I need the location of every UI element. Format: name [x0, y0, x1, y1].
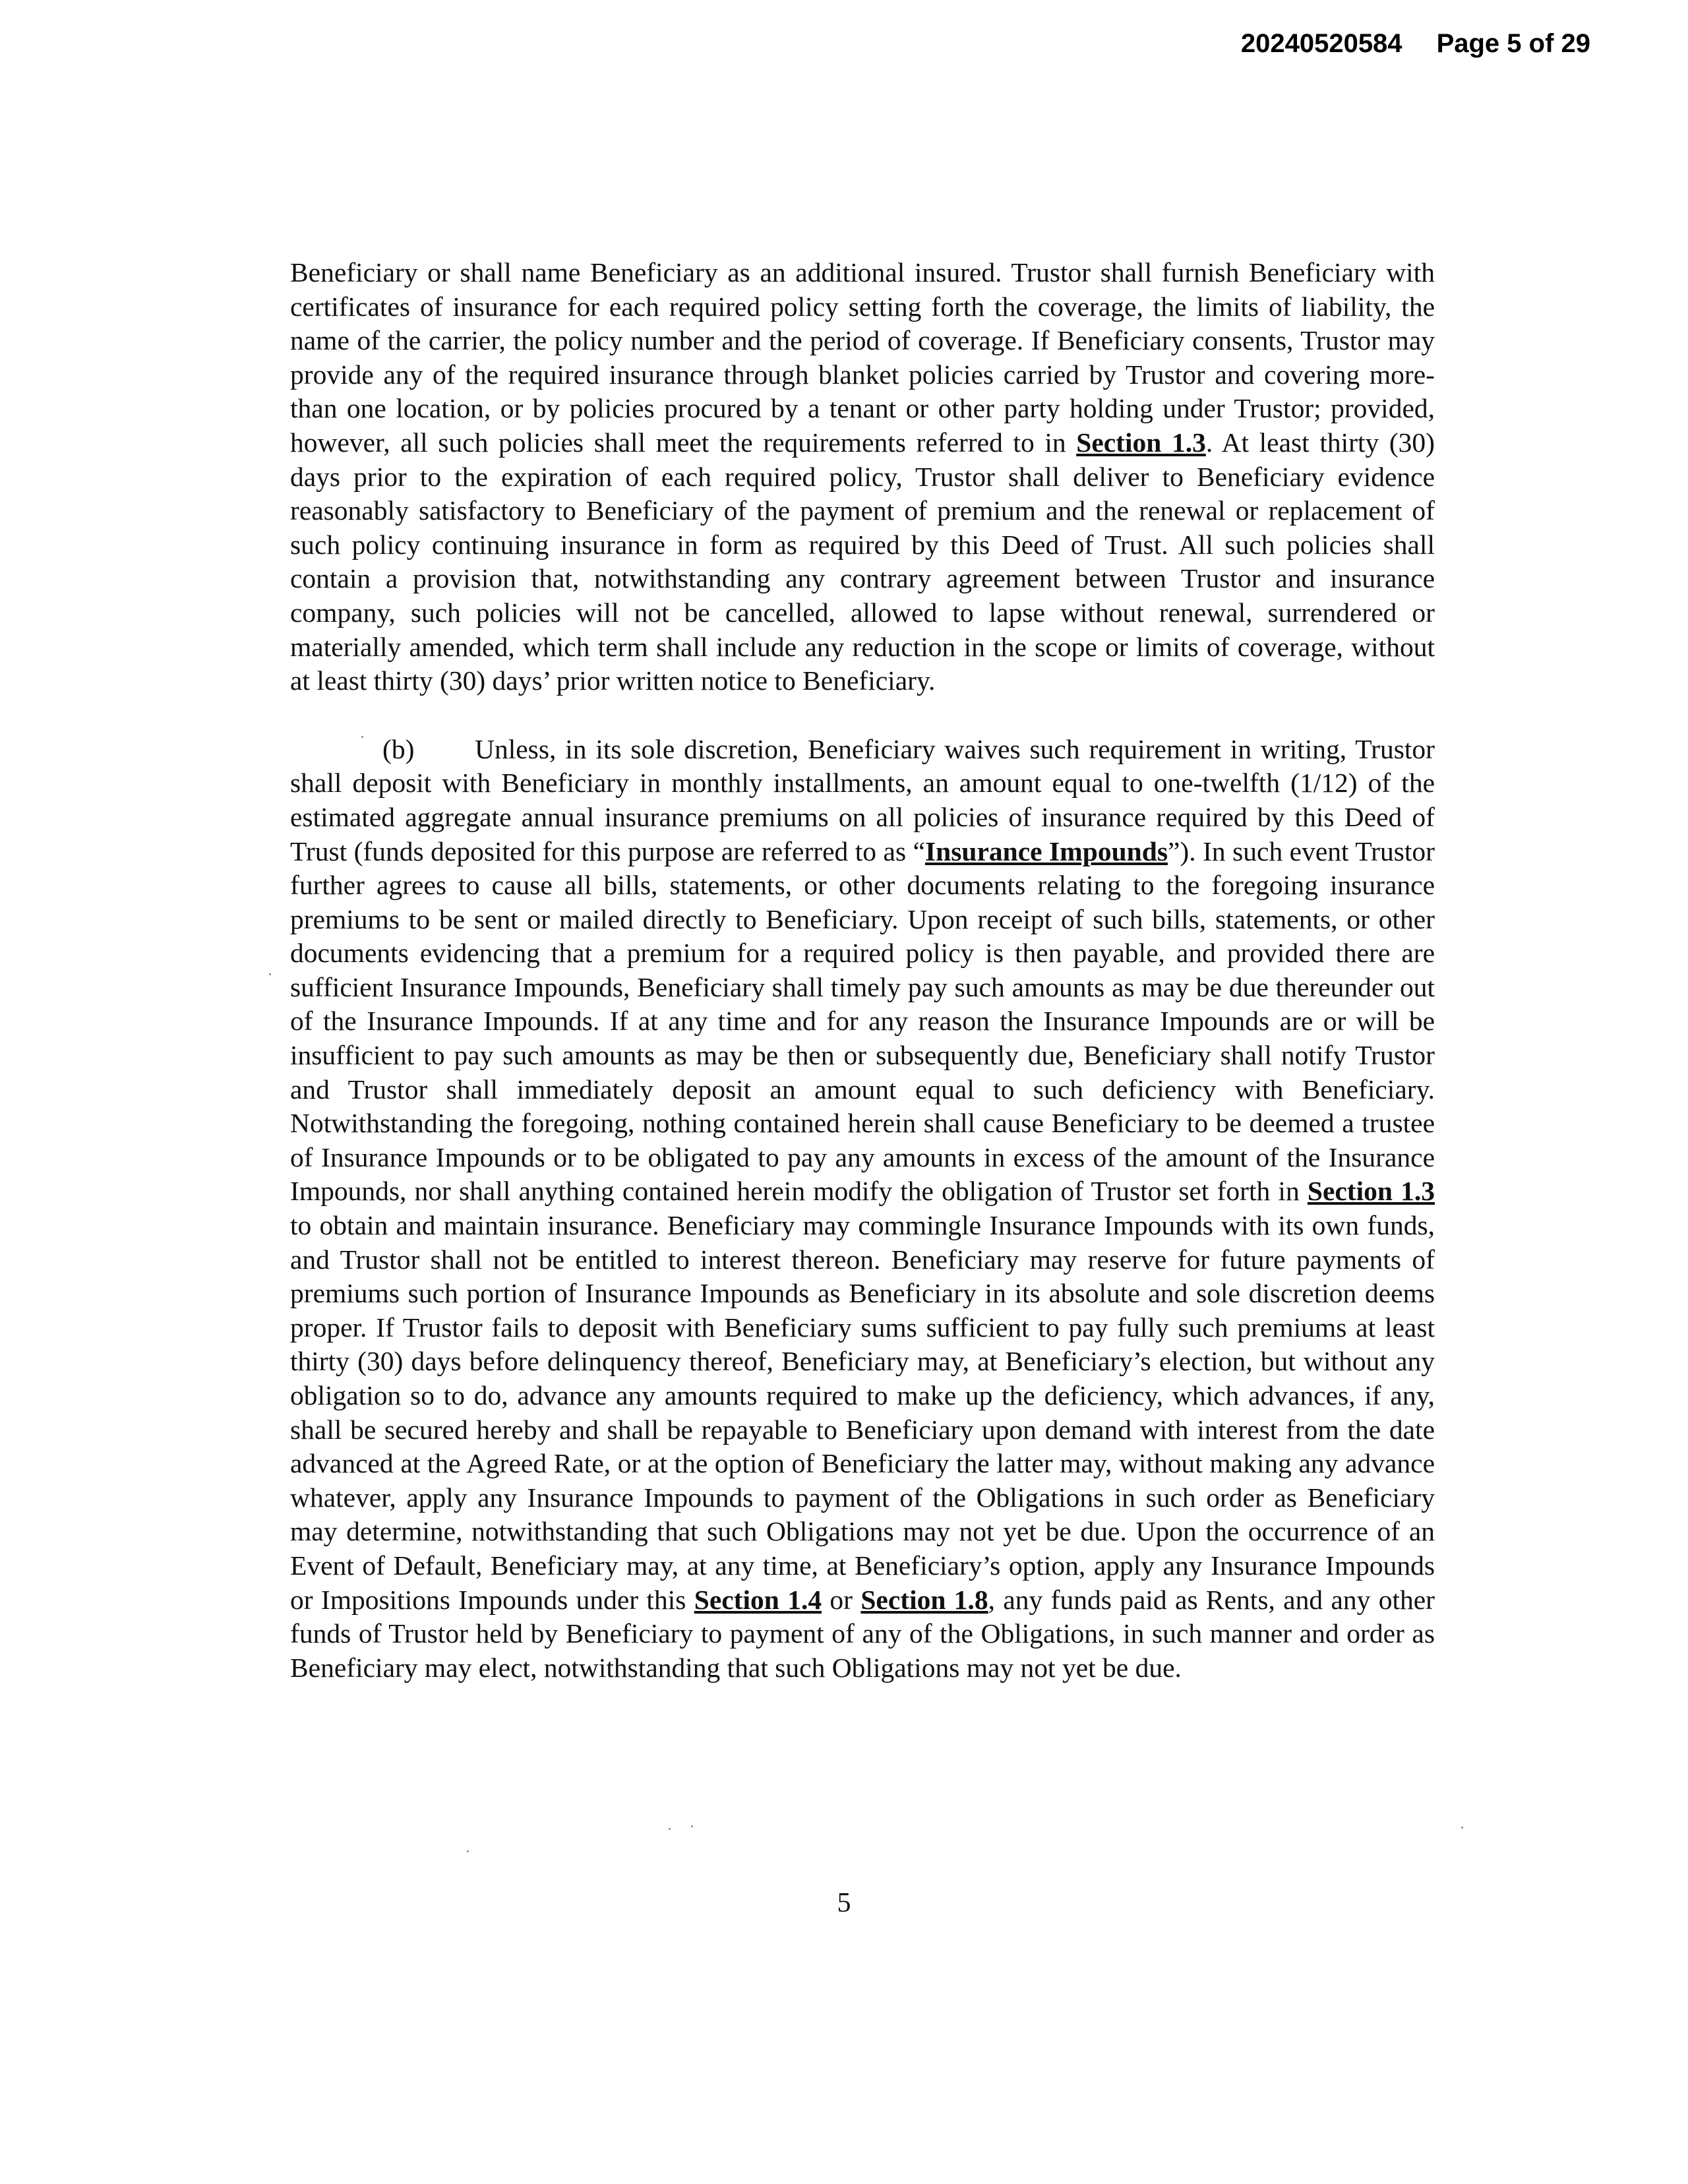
scan-speck: [669, 1828, 671, 1830]
scan-speck: [467, 1850, 469, 1852]
section-reference: Section 1.3: [1076, 427, 1206, 458]
paragraph-a-text-1: Beneficiary or shall name Beneficiary as an additional insured. Trustor shall furnish Beneficiary with certificates of insurance for each required policy setting forth the coverage, the limits of liability, the name of the carrier, the policy number and the period of coverage. If Beneficiary consents, Trustor may provide any of the required insurance through blanket policies carried by Trustor and covering more-than one location, or by policies procured by a tenant or other party holding under Trustor; provided, however, all such policies shall meet the requirements referred to in: [290, 257, 1435, 458]
paragraph-b-text-1: Unless, in its sole discretion, Beneficiary waives such requirement in writing, Trustor shall deposit with Beneficiary in monthly installments, an amount equal to one-twelfth (1/12) of the estimated aggregate annual insurance premiums on all policies of insurance required by this Deed of Trust (funds deposited for this purpose are referred to as “: [290, 733, 1435, 866]
paragraph-b: [290, 733, 1435, 1685]
section-reference: Section 1.4: [694, 1584, 822, 1615]
paragraph-label: (b): [382, 733, 415, 764]
document-number: 20240520584: [1240, 29, 1402, 58]
page-label: Page 5 of 29: [1436, 29, 1590, 58]
paragraph-b-text-3: to obtain and maintain insurance. Beneficiary may commingle Insurance Impounds with its own funds, and Trustor shall not be entitled to interest thereon. Beneficiary may reserve for future payments of premiums such portion of Insurance Impounds as Beneficiary in its absolute and sole discretion deems proper. If Trustor fails to deposit with Beneficiary sums sufficient to pay fully such premiums at least thirty (30) days before delinquency thereof, Beneficiary may, at Beneficiary’s election, but without any obligation so to do, advance any amounts required to make up the deficiency, which advances, if any, shall be secured hereby and shall be repayable to Beneficiary upon demand with interest from the date advanced at the Agreed Rate, or at the option of Beneficiary the latter may, without making any advance whatever, apply any Insurance Impounds to payment of the Obligations in such order as Beneficiary may determine, notwithstanding that such Obligations may not yet be due. Upon the occurrence of an Event of Default, Beneficiary may, at any time, at Beneficiary’s option, apply any Insurance Impounds or Impositions Impounds under this: [290, 1210, 1435, 1615]
section-reference: Section 1.3: [1307, 1176, 1435, 1207]
scan-speck: [1461, 1827, 1463, 1829]
paragraph-b-text-4: or: [822, 1584, 861, 1615]
paragraph-a: [290, 256, 1435, 698]
page-number: 5: [837, 1888, 851, 1918]
section-reference: Section 1.8: [860, 1584, 988, 1615]
scan-speck: [691, 1825, 693, 1827]
paragraph-b-text-2: ”). In such event Trustor further agrees to cause all bills, statements, or other documents relating to the foregoing insurance premiums to be sent or mailed directly to Beneficiary. Upon receipt of such bills, statements, or other documents evidencing that a premium for a required policy is then payable, and provided there are sufficient Insurance Impounds, Beneficiary shall timely pay such amounts as may be due thereunder out of the Insurance Impounds. If at any time and for any reason the Insurance Impounds are or will be insufficient to pay such amounts as may be then or subsequently due, Beneficiary shall notify Trustor and Trustor shall immediately deposit an amount equal to such deficiency with Beneficiary. Notwithstanding the foregoing, nothing contained herein shall cause Beneficiary to be deemed a trustee of Insurance Impounds or to be obligated to pay any amounts in excess of the amount of the Insurance Impounds, nor shall anything contained herein modify the obligation of Trustor set forth in: [290, 835, 1435, 1207]
paragraph-a-text-2: . At least thirty (30) days prior to the expiration of each required policy, Trustor shall deliver to Beneficiary evidence reasonably satisfactory to Beneficiary of the payment of premium and the renewal or replacement of such policy continuing insurance in form as required by this Deed of Trust. All such policies shall contain a provision that, notwithstanding any contrary agreement between Trustor and insurance company, such policies will not be cancelled, allowed to lapse without renewal, surrendered or materially amended, which term shall include any reduction in the scope or limits of coverage, without at least thirty (30) days’ prior written notice to Beneficiary.: [290, 427, 1435, 696]
page-header: [1241, 29, 1590, 59]
paragraph-b-text-5: , any funds paid as Rents, and any other funds of Trustor held by Beneficiary to payment of any of the Obligations, in such manner and order as Beneficiary may elect, notwithstanding that such Obligations may not yet be due.: [290, 1584, 1435, 1683]
scan-speck: [269, 973, 271, 975]
document-body: [290, 256, 1435, 1685]
defined-term: Insurance Impounds: [925, 835, 1168, 866]
scan-speck: [361, 736, 363, 738]
